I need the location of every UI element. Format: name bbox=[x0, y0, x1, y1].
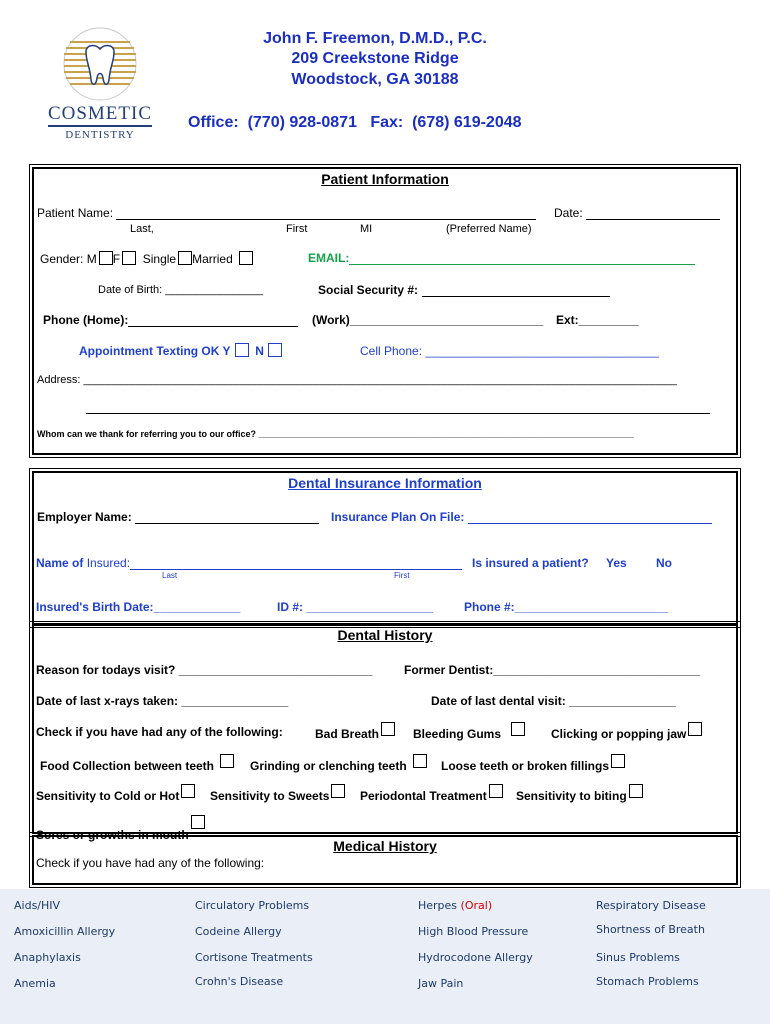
bad-breath-item bbox=[315, 722, 395, 741]
texting-label: Appointment Texting OK Y bbox=[79, 344, 231, 358]
sens-biting-checkbox[interactable] bbox=[629, 784, 643, 798]
herpes-label: Herpes bbox=[418, 899, 458, 912]
patient-name-label: Patient Name: bbox=[37, 206, 114, 220]
bad-breath-label: Bad Breath bbox=[315, 727, 380, 741]
gender-m-checkbox[interactable] bbox=[99, 251, 113, 265]
ext-field[interactable]: Ext:_________ bbox=[556, 313, 639, 327]
employer-row bbox=[37, 510, 319, 524]
bleeding-gums-item bbox=[413, 722, 525, 741]
sens-biting-item bbox=[516, 784, 643, 803]
grinding-checkbox[interactable] bbox=[413, 754, 427, 768]
periodontal-label: Periodontal Treatment bbox=[360, 789, 487, 803]
texting-no-label: N bbox=[255, 344, 264, 358]
is-patient-label: Is insured a patient? bbox=[472, 556, 589, 570]
grinding-label: Grinding or clenching teeth bbox=[250, 759, 407, 773]
clicking-jaw-label: Clicking or popping jaw bbox=[551, 727, 687, 741]
dob-field[interactable]: Date of Birth: ________________ bbox=[98, 284, 264, 296]
insured-name-row bbox=[36, 556, 462, 570]
gender-f-label: F bbox=[112, 252, 121, 266]
condition-hydrocodone[interactable]: Hydrocodone Allergy bbox=[418, 951, 533, 964]
condition-herpes[interactable] bbox=[418, 899, 492, 912]
single-checkbox[interactable] bbox=[178, 251, 192, 265]
last-caption: Last, bbox=[130, 223, 154, 235]
medical-check-label: Check if you have had any of the following: bbox=[36, 856, 265, 870]
condition-respiratory[interactable]: Respiratory Disease bbox=[596, 899, 706, 912]
condition-codeine[interactable]: Codeine Allergy bbox=[195, 925, 282, 938]
date-field[interactable] bbox=[586, 219, 720, 220]
grinding-item bbox=[250, 754, 427, 773]
referral-field[interactable]: Whom can we thank for referring you to our office? ___________________________________________________________________________ bbox=[37, 429, 634, 439]
tooth-logo-icon bbox=[30, 22, 170, 102]
condition-sinus[interactable]: Sinus Problems bbox=[596, 951, 680, 964]
email-row bbox=[308, 251, 695, 265]
bleeding-gums-label: Bleeding Gums bbox=[413, 727, 502, 741]
condition-anaphylaxis[interactable]: Anaphylaxis bbox=[14, 951, 81, 964]
practice-city: Woodstock, GA 30188 bbox=[291, 71, 459, 88]
ssn-row bbox=[318, 283, 610, 297]
insured-name-label-a: Name of bbox=[36, 556, 84, 570]
employer-label: Employer Name: bbox=[37, 510, 132, 524]
sens-cold-hot-checkbox[interactable] bbox=[181, 784, 195, 798]
food-collection-item bbox=[40, 754, 234, 773]
condition-aids[interactable]: Aids/HIV bbox=[14, 899, 61, 912]
condition-cortisone[interactable]: Cortisone Treatments bbox=[195, 951, 313, 964]
logo-text-cosmetic: COSMETIC bbox=[47, 103, 153, 124]
texting-yes-checkbox[interactable] bbox=[235, 343, 249, 357]
loose-teeth-item bbox=[441, 754, 625, 773]
condition-crohns[interactable]: Crohn's Disease bbox=[195, 975, 284, 988]
plan-label: Insurance Plan On File: bbox=[331, 510, 465, 524]
bleeding-gums-checkbox[interactable] bbox=[511, 722, 525, 736]
sores-label: Sores or growths in mouth bbox=[36, 828, 189, 842]
insured-birth-field[interactable]: Insured's Birth Date:_____________ bbox=[36, 600, 241, 614]
phone-home-label: Phone (Home): bbox=[43, 313, 129, 327]
ssn-label: Social Security #: bbox=[318, 283, 419, 297]
gender-row bbox=[40, 251, 253, 266]
texting-row bbox=[79, 343, 282, 358]
periodontal-checkbox[interactable] bbox=[489, 784, 503, 798]
insured-phone-field[interactable]: Phone #:_______________________ bbox=[464, 600, 669, 614]
practice-street: 209 Creekstone Ridge bbox=[291, 50, 459, 67]
loose-teeth-label: Loose teeth or broken fillings bbox=[441, 759, 610, 773]
address-line-2[interactable] bbox=[86, 413, 710, 414]
patient-name-field[interactable] bbox=[116, 219, 536, 220]
preferred-caption: (Preferred Name) bbox=[446, 223, 532, 235]
ssn-field[interactable] bbox=[422, 296, 610, 297]
condition-high-bp[interactable]: High Blood Pressure bbox=[418, 925, 529, 938]
date-label: Date: bbox=[554, 206, 583, 220]
plan-field[interactable] bbox=[468, 523, 712, 524]
patient-info-title: Patient Information bbox=[321, 171, 449, 187]
sens-cold-hot-item bbox=[36, 784, 195, 803]
married-checkbox[interactable] bbox=[239, 251, 253, 265]
dental-history-title: Dental History bbox=[337, 627, 433, 643]
phone-home-field[interactable] bbox=[128, 326, 298, 327]
insured-name-label-b: Insured: bbox=[86, 556, 131, 570]
insured-last-caption: Last bbox=[162, 571, 178, 580]
employer-field[interactable] bbox=[135, 523, 319, 524]
condition-stomach[interactable]: Stomach Problems bbox=[596, 975, 699, 988]
gender-label: Gender: M bbox=[40, 252, 97, 266]
condition-shortness-breath[interactable]: Shortness of Breath bbox=[596, 923, 705, 936]
gender-f-checkbox[interactable] bbox=[122, 251, 136, 265]
bad-breath-checkbox[interactable] bbox=[381, 722, 395, 736]
texting-no-checkbox[interactable] bbox=[268, 343, 282, 357]
sores-checkbox[interactable] bbox=[191, 815, 205, 829]
logo-text-dentistry: DENTISTRY bbox=[48, 125, 152, 141]
loose-teeth-checkbox[interactable] bbox=[611, 754, 625, 768]
insured-name-field[interactable] bbox=[130, 569, 462, 570]
sens-cold-hot-label: Sensitivity to Cold or Hot bbox=[36, 789, 180, 803]
plan-row bbox=[331, 510, 712, 524]
insured-id-field[interactable]: ID #: ___________________ bbox=[277, 600, 434, 614]
sens-sweets-checkbox[interactable] bbox=[331, 784, 345, 798]
practice-phones: Office: (770) 928-0871 Fax: (678) 619-2048 bbox=[188, 114, 522, 131]
married-label: Married bbox=[192, 252, 233, 266]
mi-caption: MI bbox=[360, 223, 373, 235]
phone-home-row bbox=[43, 313, 298, 327]
condition-anemia[interactable]: Anemia bbox=[14, 977, 56, 990]
insured-first-caption: First bbox=[394, 571, 410, 580]
patient-name-row bbox=[37, 206, 536, 220]
sens-sweets-item bbox=[210, 784, 345, 803]
practice-name: John F. Freemon, D.M.D., P.C. bbox=[263, 30, 487, 47]
xrays-field[interactable]: Date of last x-rays taken: ________________ bbox=[36, 694, 289, 708]
food-collection-label: Food Collection between teeth bbox=[40, 759, 215, 773]
dental-check-label: Check if you have had any of the following: bbox=[36, 725, 283, 739]
condition-amoxicillin[interactable]: Amoxicillin Allergy bbox=[14, 925, 116, 938]
sens-biting-label: Sensitivity to biting bbox=[516, 789, 627, 803]
food-collection-checkbox[interactable] bbox=[220, 754, 234, 768]
condition-jaw-pain[interactable]: Jaw Pain bbox=[418, 977, 464, 990]
reason-field[interactable]: Reason for todays visit? _____________________________ bbox=[36, 663, 373, 677]
former-dentist-field[interactable]: Former Dentist:_______________________________ bbox=[404, 663, 701, 677]
sens-sweets-label: Sensitivity to Sweets bbox=[210, 789, 330, 803]
periodontal-item bbox=[360, 784, 503, 803]
clicking-jaw-item bbox=[551, 722, 702, 741]
is-patient-yes[interactable]: Yes bbox=[606, 556, 627, 570]
practice-logo bbox=[30, 22, 170, 141]
date-row bbox=[554, 206, 720, 220]
work-phone-field[interactable]: (Work)_____________________________ bbox=[312, 313, 544, 327]
herpes-oral-label: (Oral) bbox=[460, 899, 493, 912]
address-field[interactable]: Address: _________________________________________________________________________________________________ bbox=[37, 374, 677, 386]
is-patient-no[interactable]: No bbox=[656, 556, 672, 570]
last-visit-field[interactable]: Date of last dental visit: ________________ bbox=[431, 694, 676, 708]
condition-circulatory[interactable]: Circulatory Problems bbox=[195, 899, 310, 912]
email-field[interactable] bbox=[349, 264, 695, 265]
medical-history-title: Medical History bbox=[333, 838, 437, 854]
first-caption: First bbox=[286, 223, 308, 235]
single-label: Single bbox=[142, 252, 177, 266]
cell-phone-field[interactable]: Cell Phone: ___________________________________ bbox=[360, 344, 659, 358]
insurance-title: Dental Insurance Information bbox=[288, 475, 482, 491]
clicking-jaw-checkbox[interactable] bbox=[688, 722, 702, 736]
email-label: EMAIL: bbox=[308, 251, 350, 265]
